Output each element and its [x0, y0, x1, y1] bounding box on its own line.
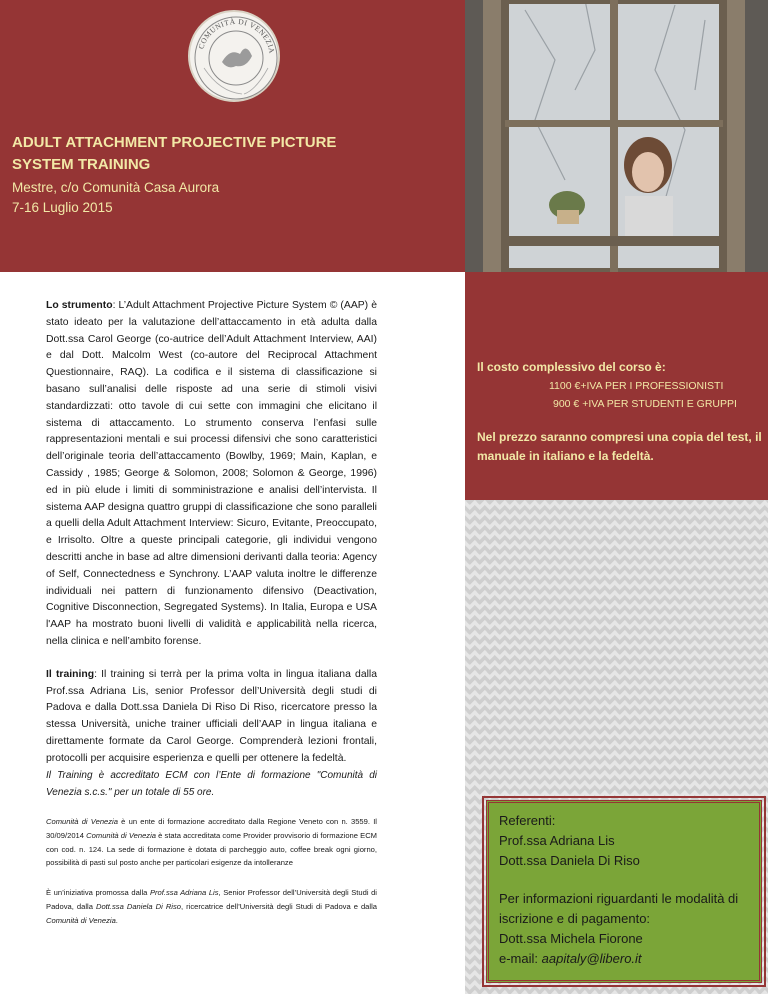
referent-2: Dott.ssa Daniela Di Riso [499, 853, 640, 868]
training-paragraph [46, 667, 377, 768]
seal-graphic [190, 12, 282, 104]
price-students: 900 € +IVA PER STUDENTI E GRUPPI [553, 398, 737, 410]
svg-text:COMUNITÀ DI VENEZIA: COMUNITÀ DI VENEZIA [196, 16, 277, 55]
course-location: Mestre, c/o Comunità Casa Aurora [12, 180, 220, 195]
accreditation-note: Il Training è accreditato ECM con l’Ente di formazione "Comunità di Venezia s.c.s." per un totale di 55 ore. [46, 770, 377, 798]
contacts-box [486, 800, 762, 983]
girl-at-window-photo [465, 0, 768, 272]
provider-name-2: Comunità di Venezia [86, 830, 157, 840]
strumento-label: Lo strumento [46, 300, 113, 311]
price-professionals: 1100 €+IVA PER I PROFESSIONISTI [549, 380, 724, 392]
title-line-2: SYSTEM TRAINING [12, 156, 151, 173]
training-text: : Il training si terrà per la prima volta in lingua italiana dalla Prof.ssa Adriana Lis, senior Professor dell’Università degli studi di Padova e dalla Dott.ssa Daniela Di Riso Di Riso, ricercatore presso la stessa Università, uniche trainer ufficiali dell’AAP in lingua italiana e direttamente formate da Carol George. Comprenderà lezioni frontali, protocolli per acquisire esperienza e quelli per ottenere la fedeltà. [46, 668, 377, 764]
contact-name: Dott.ssa Michela Fiorone [499, 931, 643, 946]
contact-email-line [499, 949, 757, 969]
course-title [12, 132, 452, 176]
strumento-paragraph [46, 298, 377, 651]
cost-heading: Il costo complessivo del corso è: [477, 360, 666, 374]
title-line-1: ADULT ATTACHMENT PROJECTIVE PICTURE [12, 134, 337, 151]
window-illustration [465, 0, 768, 272]
provider-name-1: Comunità di Venezia [46, 817, 118, 826]
provider-note: Comunità di Venezia è un ente di formazione accreditato dalla Regione Veneto con n. 3559. Il 30/09/2014 Comunità di Venezia è stata accreditata come Provider provvisorio di formazione ECM con cod. n. 124. La sede di formazione è dotata di parcheggio auto, coffee break ogni giorno, possibilità di pasti sul posto anche per particolari esigenze da intolleranze [46, 817, 378, 868]
referenti-heading: Referenti: [499, 813, 556, 828]
referent-1: Prof.ssa Adriana Lis [499, 833, 615, 848]
comunita-venezia-seal-logo [188, 10, 280, 102]
price-included-note: Nel prezzo saranno compresi una copia del test, il manuale in italiano e la fedeltà. [477, 430, 762, 463]
promoter-note: È un’iniziativa promossa dalla Prof.ssa Adriana Lis, Senior Professor dell’Università degli Studi di Padova, dalla Dott.ssa Daniela Di Riso, ricercatrice dell’Università degli Studi di Padova e dalla Comunità di Venezia. [46, 888, 377, 925]
course-venue-dates [12, 178, 452, 218]
course-dates: 7-16 Luglio 2015 [12, 200, 113, 215]
info-text: Per informazioni riguardanti le modalità di iscrizione e di pagamento: [499, 891, 739, 926]
email-label: e-mail: [499, 951, 542, 966]
training-label: Il training [46, 668, 95, 680]
description-text [46, 298, 377, 768]
email-link[interactable]: aapitaly@libero.it [541, 951, 642, 966]
strumento-text: : L’Adult Attachment Projective Picture System © (AAP) è stato ideato per la valutazione dell’attaccamento in età adulta dalla Dott.ssa Carol George (co-autrice dell’Adult Attachment Interview, AAI) e dal Dott. Malcolm West (co-autore del Reciprocal Attachment Questionnaire, RAQ). La codifica e il sistema di classificazione si basano sull’analisi delle risposte ad una serie di stimoli visivi standardizzati: otto tavole di cui sette con immagini che elicitano il sistema di attaccamento. Lo strumento conserva l’enfasi sulle rappresentazioni mentali e sui processi difensivi che sono caratteristici dell’originale teoria dell’attaccamento (Bowlby, 1969; Main, Kaplan, e Cassidy , 1985; George & Solomon, 2008; Solomon & George, 1996) ed in più elude i limiti di somministrazione e analisi dell’intervista. Il sistema AAP designa quattro gruppi di classificazione che sono paralleli a quelli della Adult Attachment Interview: Sicuro, Evitante, Preoccupato, e Irrisolto. Oltre a queste principali categorie, gli individui vengono descritti anche in base ad altre dimensioni derivanti dalla teoria: Agency of Self, Connectedness e Synchrony. L’AAP valuta inoltre le differenze individuali nei pattern di funzionamento difensivo (Deactivation, Cognitive Disconnection, Segregated Systems). In Italia, Europa e USA l'AAP ha mostrato buoni livelli di validità e applicabilità nella ricerca, nella clinica e nell’ambito forense. [46, 300, 377, 647]
